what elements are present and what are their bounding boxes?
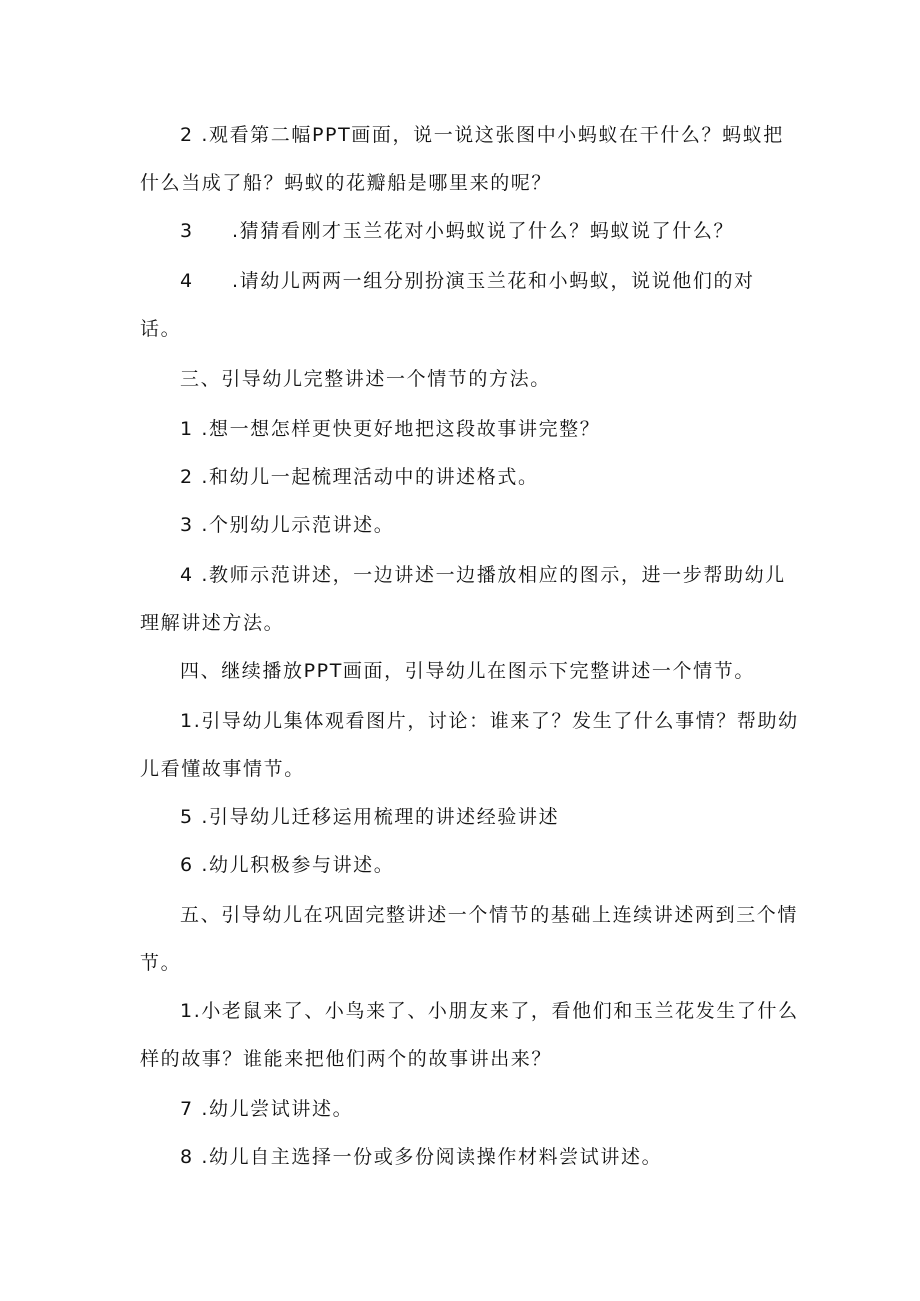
paragraph-line: 4 .教师示范讲述，一边讲述一边播放相应的图示，进一步帮助幼儿	[180, 564, 786, 586]
paragraph-line: 7 .幼儿尝试讲述。	[180, 1098, 354, 1120]
paragraph-line: 什么当成了船？蚂蚁的花瓣船是哪里来的呢？	[140, 172, 553, 194]
section-heading: 三、引导幼儿完整讲述一个情节的方法。	[180, 368, 551, 390]
paragraph-line: 8 .幼儿自主选择一份或多份阅读操作材料尝试讲述。	[180, 1146, 663, 1168]
paragraph-line: 儿看懂故事情节。	[140, 758, 305, 780]
paragraph-line: 3 .个别幼儿示范讲述。	[180, 514, 395, 536]
section-heading: 五、引导幼儿在巩固完整讲述一个情节的基础上连续讲述两到三个情	[180, 904, 799, 926]
list-text: .猜猜看刚才玉兰花对小蚂蚁说了什么？蚂蚁说了什么？	[232, 220, 735, 242]
paragraph-line: 话。	[140, 318, 182, 340]
paragraph-line: 1 .想一想怎样更快更好地把这段故事讲完整？	[180, 418, 601, 440]
paragraph-line: 节。	[140, 952, 182, 974]
paragraph-line: 6 .幼儿积极参与讲述。	[180, 854, 395, 876]
list-text: .请幼儿两两一组分别扮演玉兰花和小蚂蚁，说说他们的对	[232, 270, 755, 292]
section-heading: 四、继续播放PPT画面，引导幼儿在图示下完整讲述一个情节。	[180, 660, 755, 682]
paragraph-line: 2 .和幼儿一起梳理活动中的讲述格式。	[180, 466, 539, 488]
paragraph-line: 1.引导幼儿集体观看图片，讨论：谁来了？发生了什么事情？帮助幼	[180, 710, 799, 732]
paragraph-line: 2 .观看第二幅PPT画面，说一说这张图中小蚂蚁在干什么？蚂蚁把	[180, 124, 784, 146]
paragraph-line: 5 .引导幼儿迁移运用梳理的讲述经验讲述	[180, 806, 560, 828]
list-number: 4	[180, 270, 194, 292]
list-number: 3	[180, 220, 194, 242]
paragraph-line: 理解讲述方法。	[140, 612, 285, 634]
paragraph-line	[180, 218, 830, 244]
paragraph-line: 1.小老鼠来了、小鸟来了、小朋友来了，看他们和玉兰花发生了什么	[180, 1000, 799, 1022]
paragraph-line: 样的故事？谁能来把他们两个的故事讲出来？	[140, 1048, 553, 1070]
paragraph-line	[180, 268, 830, 294]
